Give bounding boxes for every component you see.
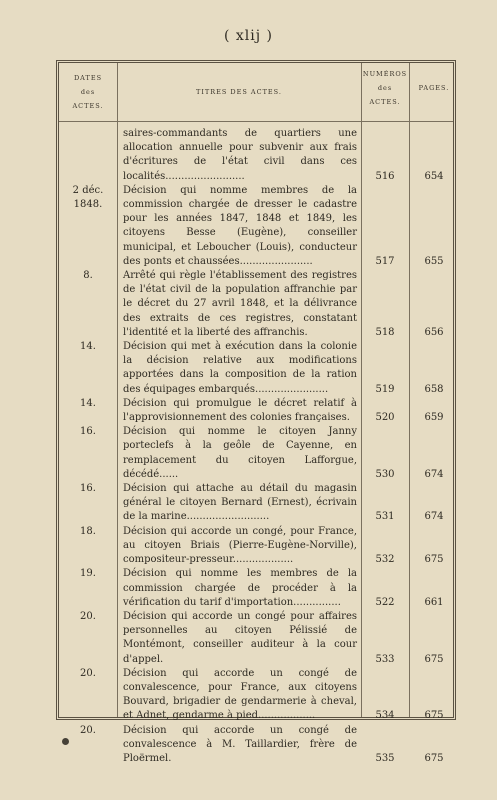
- header-dates-line: DATES: [73, 74, 103, 82]
- row-numero: 530: [375, 468, 395, 480]
- row-title: Décision qui accorde un congé, pour France, au citoyen Briais (Pierre-Eugène-Norville), compositeur-presseur...................: [123, 525, 357, 566]
- row-numero: 535: [375, 752, 395, 764]
- table-body: [59, 127, 453, 766]
- table-row: [59, 425, 453, 482]
- table-row: [59, 667, 453, 724]
- table-row: [59, 127, 453, 184]
- ink-stain: [62, 738, 69, 745]
- table-row: [59, 525, 453, 568]
- row-date: 16.: [80, 483, 96, 495]
- table-row: [59, 724, 453, 767]
- row-numero: 516: [375, 170, 395, 182]
- row-page: 674: [424, 468, 444, 480]
- row-date: 19.: [80, 568, 96, 580]
- header-dates-line: des: [80, 88, 96, 96]
- row-date: 14.: [80, 397, 96, 409]
- row-page: 658: [424, 383, 444, 395]
- table-row: [59, 340, 453, 397]
- row-date: 20.: [80, 724, 96, 736]
- header-numeros-line: NUMÉROS: [362, 70, 408, 78]
- header-titres: TITRES DES ACTES.: [196, 88, 282, 96]
- row-date: 2 déc. 1848.: [72, 184, 104, 211]
- row-title: Décision qui nomme le citoyen Janny porteclefs à la geôle de Cayenne, en remplacement du citoyen Lafforgue, décédé......: [123, 426, 357, 480]
- table-row: [59, 184, 453, 269]
- row-numero: 531: [375, 511, 395, 523]
- index-table: [56, 60, 456, 764]
- row-page: 656: [424, 326, 444, 338]
- row-date: 20.: [80, 667, 96, 679]
- row-page: 675: [424, 710, 444, 722]
- row-numero: 533: [375, 653, 395, 665]
- row-date: 18.: [80, 525, 96, 537]
- row-title: Décision qui met à exécution dans la colonie la décision relative aux modifications apportées dans la composition de la ration des équipages embarqués.......................: [123, 341, 357, 395]
- row-numero: 518: [375, 326, 395, 338]
- row-date: 20.: [80, 610, 96, 622]
- row-page: 675: [424, 554, 444, 566]
- table-row: [59, 567, 453, 610]
- table-row: [59, 397, 453, 425]
- header-divider: [59, 121, 453, 122]
- row-title: Décision qui accorde un congé de convalescence, pour France, aux citoyens Bouvard, brigadier de gendarmerie à cheval, et Adnet, gendarme à pied..................: [123, 667, 357, 722]
- row-title: Décision qui nomme les membres de la commission chargée de procéder à la vérification du tarif d'importation...............: [123, 568, 357, 608]
- row-title: Décision qui attache au détail du magasin général le citoyen Bernard (Ernest), écrivain de la marine..........................: [123, 483, 357, 523]
- row-date: 16.: [80, 426, 96, 438]
- row-page: 661: [424, 596, 444, 608]
- row-date: 14.: [80, 341, 96, 353]
- header-dates: [59, 71, 117, 113]
- header-numeros-line: ACTES.: [369, 98, 401, 106]
- row-numero: 534: [375, 710, 395, 722]
- header-numeros-line: des: [377, 84, 393, 92]
- row-title: Arrêté qui règle l'établissement des registres de l'état civil de la population affranchie par le décret du 27 avril 1848, et la délivrance des extraits de ces registres, constatant l'identité et la liberté des affranchis.: [123, 270, 357, 338]
- row-title: saires-commandants de quartiers une allocation annuelle pour subvenir aux frais d'écritures de l'état civil dans ces localités.........................: [123, 128, 357, 182]
- row-page: 675: [424, 752, 444, 764]
- header-pages: PAGES.: [418, 84, 450, 92]
- table-row: [59, 269, 453, 340]
- table-row: [59, 610, 453, 667]
- row-numero: 532: [375, 554, 395, 566]
- row-title: Décision qui accorde un congé pour affaires personnelles au citoyen Pélissié de Montémont, conseiller auditeur à la cour d'appel.: [123, 610, 357, 665]
- header-numeros: [361, 67, 409, 109]
- page-number: ( xlij ): [223, 28, 273, 44]
- row-page: 654: [424, 170, 444, 182]
- header-dates-line: ACTES.: [72, 102, 104, 110]
- row-numero: 517: [375, 255, 395, 267]
- row-numero: 519: [375, 383, 395, 395]
- table-row: [59, 482, 453, 525]
- row-numero: 520: [375, 412, 395, 424]
- row-title: Décision qui promulgue le décret relatif à l'approvisionnement des colonies françaises.: [123, 397, 357, 424]
- row-date: 8.: [83, 270, 93, 282]
- row-page: 659: [424, 412, 444, 424]
- row-page: 655: [424, 255, 444, 267]
- row-numero: 522: [375, 596, 395, 608]
- row-page: 675: [424, 653, 444, 665]
- row-page: 674: [424, 511, 444, 523]
- row-title: Décision qui accorde un congé de convalescence à M. Taillardier, frère de Ploërmel.: [123, 724, 357, 764]
- row-title: Décision qui nomme membres de la commission chargée de dresser le cadastre pour les années 1847, 1848 et 1849, les citoyens Besse (Eugène), conseiller municipal, et Leboucher (Louis), conducteur des ponts et chaussées.......................: [123, 184, 357, 267]
